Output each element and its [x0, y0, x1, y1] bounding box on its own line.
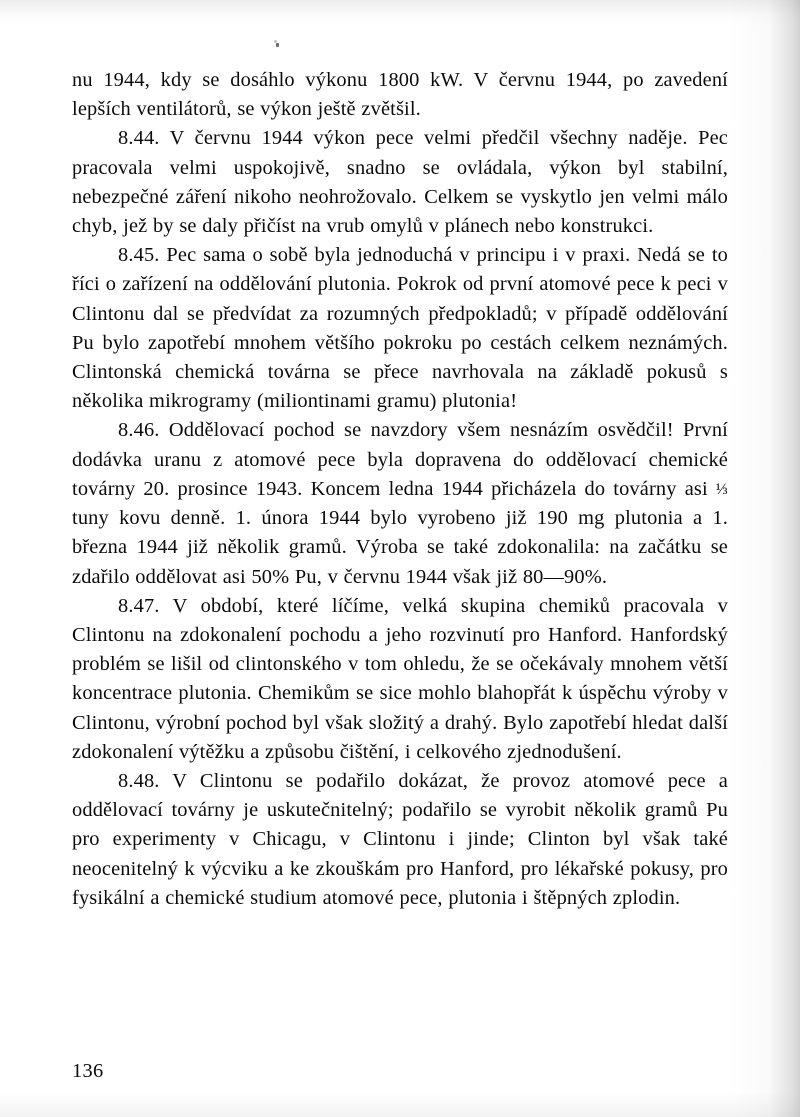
paragraph-8-44: 8.44. V červnu 1944 výkon pece velmi předčil všechny naděje. Pec pracovala velmi uspokojivě, snadno se ovládala, výkon byl stabilní, nebezpečné záření nikoho neohrožovalo. Celkem se vyskytlo jen velmi málo chyb, jež by se daly přičíst na vrub omylů v plánech nebo konstrukci. [72, 127, 728, 238]
scan-shading-bottom [0, 1093, 800, 1117]
paragraph-8-45: 8.45. Pec sama o sobě byla jednoduchá v principu i v praxi. Nedá se to říci o zařízení na oddělování plutonia. Pokrok od první atomové pece k peci v Clintonu dal se předvídat za rozumných předpokladů; v případě oddělování Pu bylo zapotřebí mnohem většího pokroku po cestách celkem neznámých. Clintonská chemická továrna se přece navrhovala na základě pokusů s několika mikrogramy (miliontinami gramu) plutonia! [72, 244, 728, 413]
paragraph-8-48: 8.48. V Clintonu se podařilo dokázat, že provoz atomové pece a oddělovací továrny je uskutečnitelný; podařilo se vyrobit několik gramů Pu pro experimenty v Chicagu, v Clintonu i jinde; Clinton byl však také neocenitelný k výcviku a ke zkouškám pro Hanford, pro lékařské pokusy, pro fysikální a chemické studium atomové pece, plutonia i štěpných zplodin. [72, 769, 728, 909]
page-number: 136 [72, 1060, 104, 1082]
paragraph-8-46 [72, 416, 728, 591]
scan-shading-right [730, 0, 800, 1117]
paragraph-8-46-text-after-fraction: tuny kovu denně. 1. února 1944 bylo vyrobeno již 190 mg plutonia a 1. března 1944 již několik gramů. Výroba se také zdokonalila: na začátku se zdařilo oddělovat asi 50% Pu, v červnu 1944 však již 80—90%. [72, 507, 728, 588]
scan-speck-artifact [276, 43, 279, 47]
page-text-block [72, 66, 728, 913]
scan-shading-top [0, 0, 800, 26]
paragraph-8-47: 8.47. V období, které líčíme, velká skupina chemiků pracovala v Clintonu na zdokonalení pochodu a jeho rozvinutí pro Hanford. Hanfordský problém se lišil od clintonského v tom ohledu, že se očekávaly mnohem větší koncentrace plutonia. Chemikům se sice mohlo blahopřát k úspěchu výroby v Clintonu, výrobní pochod byl však složitý a drahý. Bylo zapotřebí hledat další zdokonalení výtěžku a způsobu čištění, i celkového zjednodušení. [72, 594, 728, 763]
fraction-one-third: ⅓ [715, 480, 728, 498]
paragraph-8-46-text-before-fraction: 8.46. Oddělovací pochod se navzdory všem nesnázím osvědčil! První dodávka uranu z atomové pece byla dopravena do oddělovací chemické továrny 20. prosince 1943. Koncem ledna 1944 přicházela do továrny asi [72, 419, 728, 500]
scan-speck-artifact-halo [274, 40, 277, 43]
paragraph-continuation: nu 1944, kdy se dosáhlo výkonu 1800 kW. V červnu 1944, po zavedení lepších ventilátorů, se výkon ještě zvětšil. [72, 69, 728, 121]
